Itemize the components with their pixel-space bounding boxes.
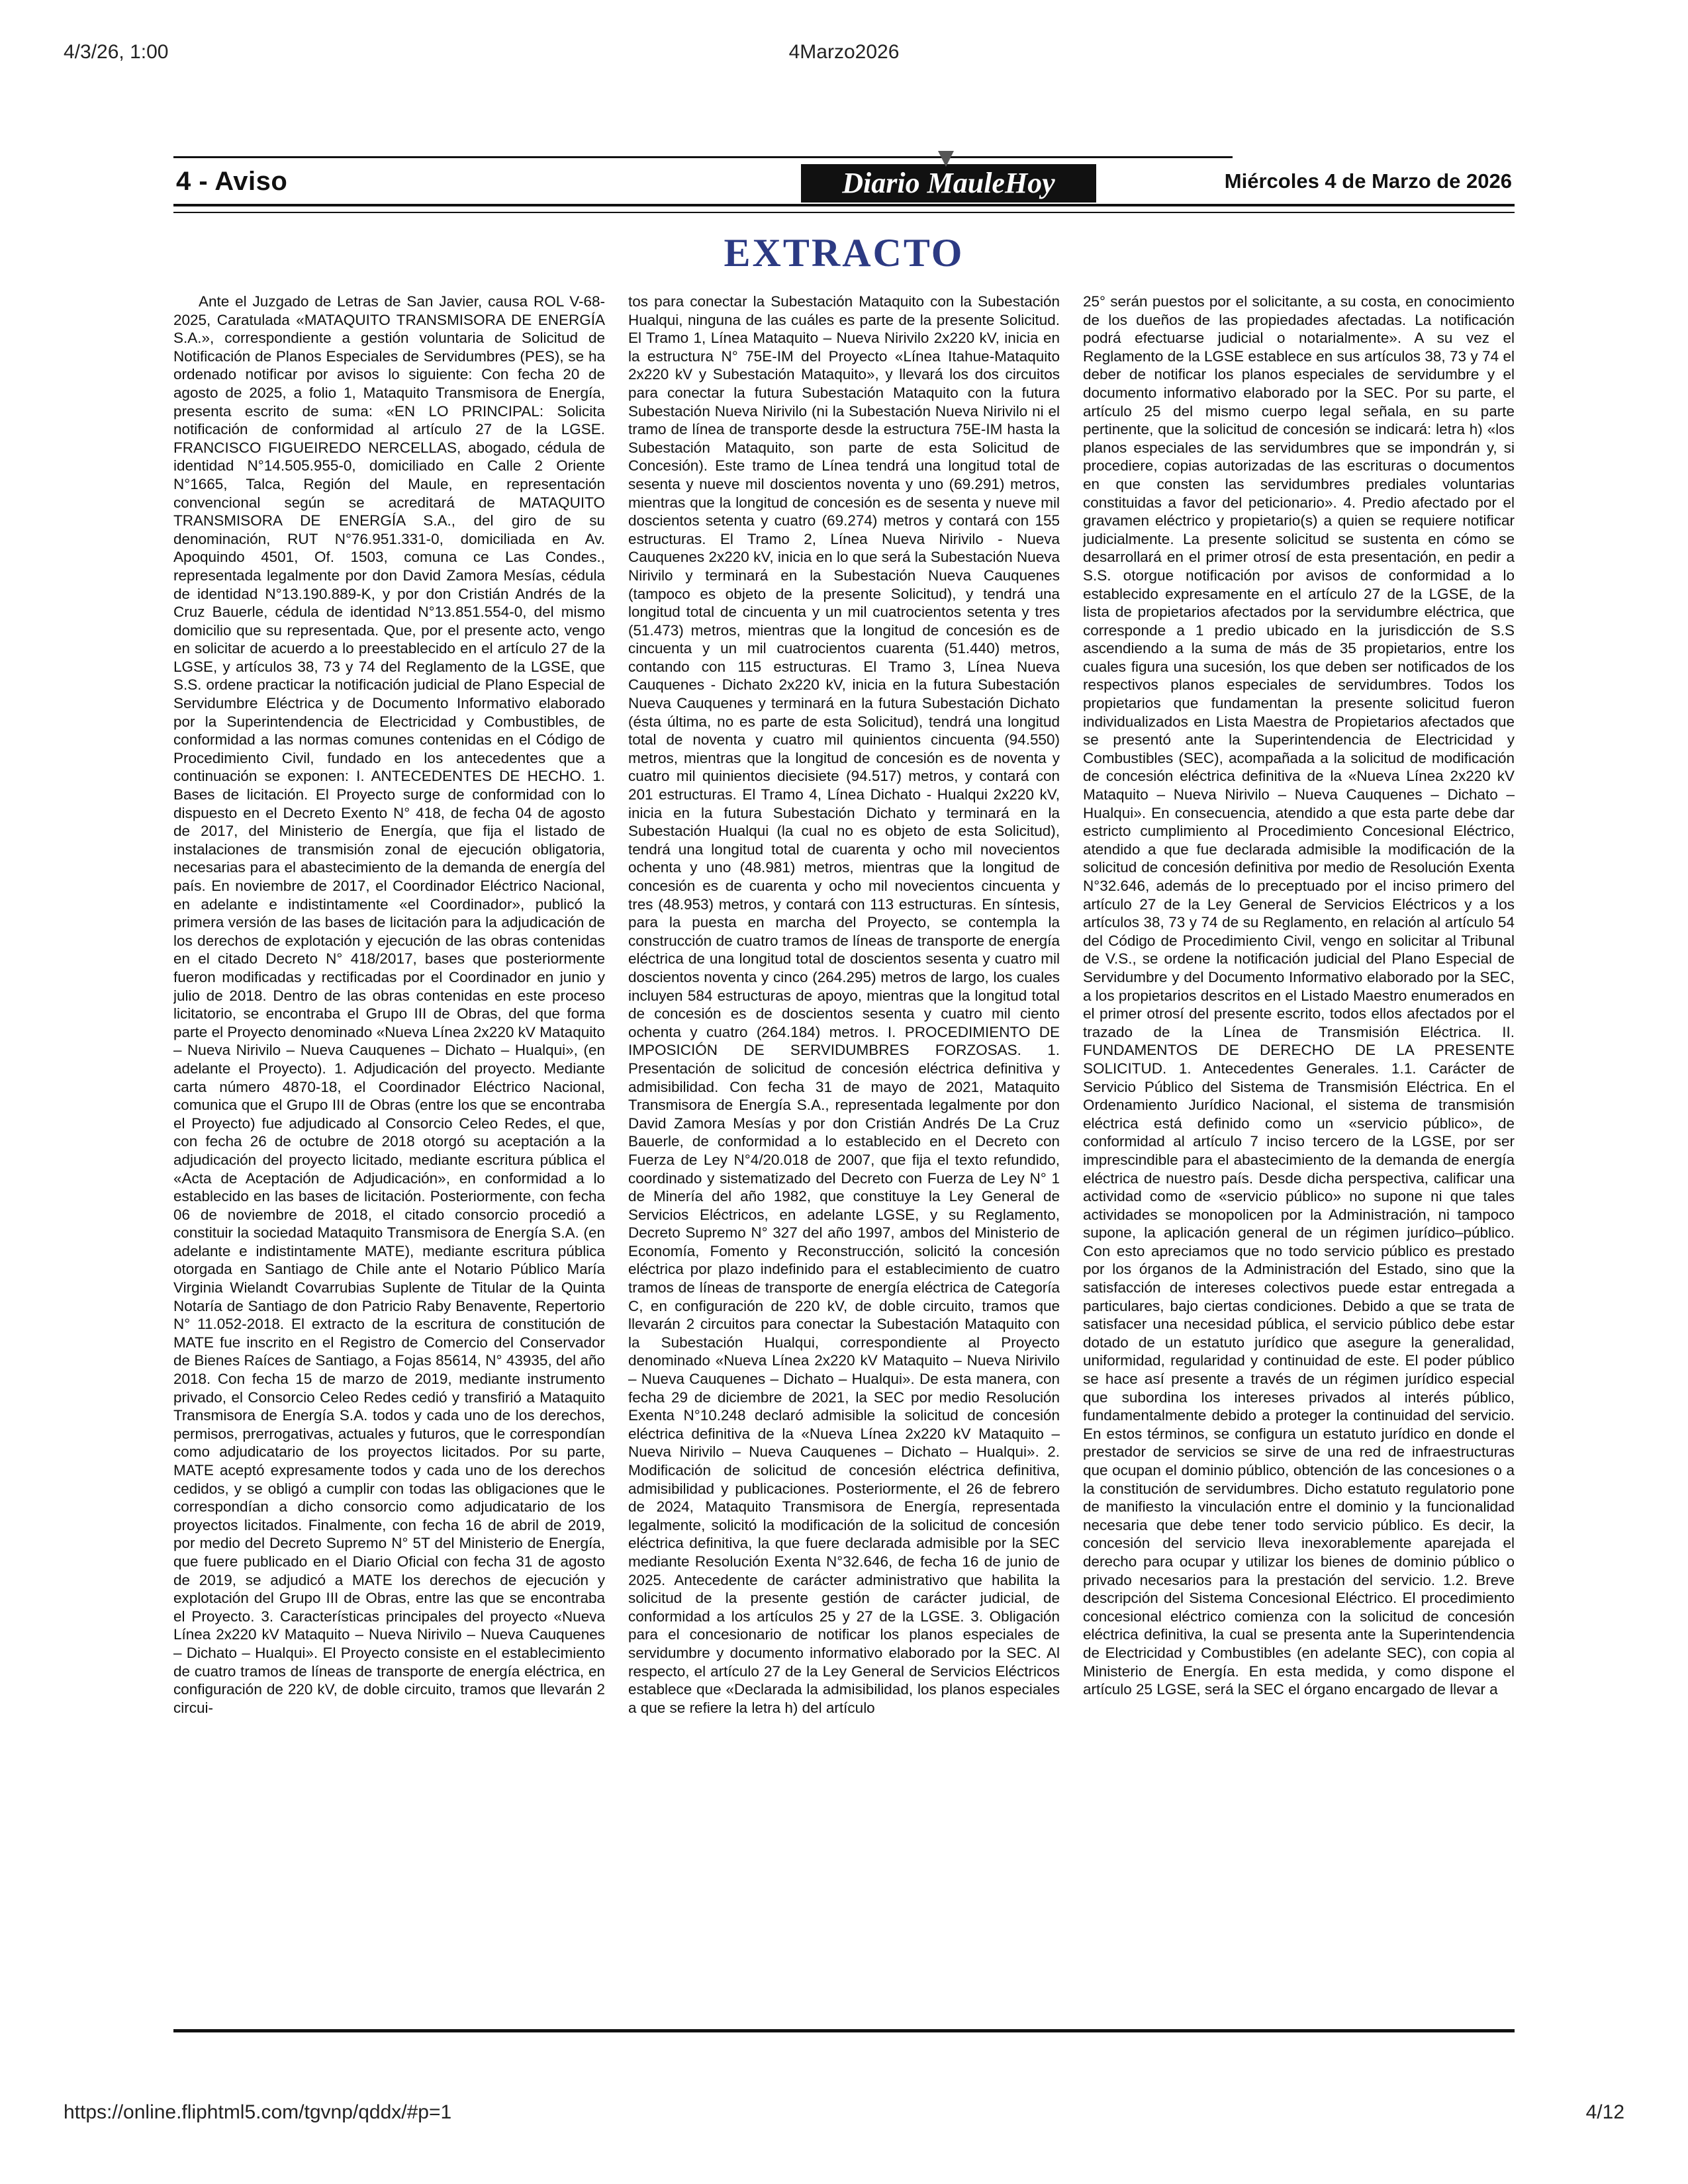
print-document-title: 4Marzo2026 bbox=[788, 41, 900, 63]
article-column-3 bbox=[1083, 293, 1515, 2025]
article-column-2 bbox=[628, 293, 1060, 2025]
browser-print-header bbox=[64, 41, 1624, 73]
column-1-text: Ante el Juzgado de Letras de San Javier, causa ROL V-68-2025, Caratulada «MATAQUITO TRANSMISORA DE ENERGÍA S.A.», correspondiente a gestión voluntaria de Solicitud de Notificación de Planos Especiales de Servidumbres (PES), se ha ordenado notificar por avisos lo siguiente: Con fecha 20 de agosto de 2025, a folio 1, Mataquito Transmisora de Energía, presenta escrito de suma: «EN LO PRINCIPAL: Solicita notificación de conformidad al artículo 27 de la LGSE. FRANCISCO FIGUEIREDO NERCELLAS, abogado, cédula de identidad N°14.505.955-0, domiciliado en Calle 2 Oriente N°1665, Talca, Región del Maule, en representación convencional según se acreditará de MATAQUITO TRANSMISORA DE ENERGÍA S.A., del giro de su denominación, RUT N°76.951.331-0, domiciliada en Av. Apoquindo 4501, Of. 1503, comuna ce Las Condes., representada legalmente por don David Zamora Mesías, cédula de identidad N°13.190.889-K, y por don Cristián Andrés de la Cruz Bauerle, cédula de identidad N°13.851.554-0, del mismo domicilio que su representada. Que, por el presente acto, vengo en solicitar de acuerdo a lo preestablecido en el artículo 27 de la LGSE, y artículos 38, 73 y 74 del Reglamento de la LGSE, que S.S. ordene practicar la notificación judicial de Plano Especial de Servidumbre Eléctrica y de Documento Informativo elaborado por la Superintendencia de Electricidad y Combustibles, de conformidad a las normas comunes contenidas en el Código de Procedimiento Civil, fundado en los antecedentes que a continuación se exponen: I. ANTECEDENTES DE HECHO. 1. Bases de licitación. El Proyecto surge de conformidad con lo dispuesto en el Decreto Exento N° 418, de fecha 04 de agosto de 2017, del Ministerio de Energía, que fija el listado de instalaciones de transmisión zonal de ejecución obligatoria, necesarias para el abastecimiento de la demanda de energía del país. En noviembre de 2017, el Coordinador Eléctrico Nacional, en adelante e indistintamente «el Coordinador», publicó la primera versión de las bases de licitación para la adjudicación de los derechos de explotación y ejecución de las obras contenidas en el citado Decreto N° 418/2017, bases que posteriormente fueron modificadas y rectificadas por el Coordinador en junio y julio de 2018. Dentro de las obras contenidas en este proceso licitatorio, se encontraba el Grupo III de Obras, del que forma parte el Proyecto denominado «Nueva Línea 2x220 kV Mataquito – Nueva Nirivilo – Nueva Cauquenes – Dichato – Hualqui», (en adelante el Proyecto). 1. Adjudicación del proyecto. Mediante carta número 4870-18, el Coordinador Eléctrico Nacional, comunica que el Grupo III de Obras (entre los que se encontraba el Proyecto) fue adjudicado al Consorcio Celeo Redes, el que, con fecha 26 de octubre de 2018 otorgó su aceptación a la adjudicación del proyecto licitado, mediante escritura pública el «Acta de Aceptación de Adjudicación», en conformidad a lo establecido en las bases de licitación. Posteriormente, con fecha 06 de noviembre de 2018, el citado consorcio procedió a constituir la sociedad Mataquito Transmisora de Energía S.A. (en adelante e indistintamente MATE), mediante escritura pública otorgada en Santiago de Chile ante el Notario Público María Virginia Wielandt Covarrubias Suplente de Titular de la Quinta Notaría de Santiago de don Patricio Raby Benavente, Repertorio N° 11.052-2018. El extracto de la escritura de constitución de MATE fue inscrito en el Registro de Comercio del Conservador de Bienes Raíces de Santiago, a Fojas 85614, N° 43935, del año 2018. Con fecha 15 de marzo de 2019, mediante instrumento privado, el Consorcio Celeo Redes cedió y transfirió a Mataquito Transmisora de Energía S.A. todos y cada uno de los derechos, permisos, prerrogativas, actuales y futuros, que le correspondían como adjudicatario de los proyectos licitados. Por su parte, MATE aceptó expresamente todos y cada uno de los derechos cedidos, y se obligó a cumplir con todas las obligaciones que le correspondían a dicho consorcio como adjudicatario de los proyectos licitados. Finalmente, con fecha 16 de abril de 2019, por medio del Decreto Supremo N° 5T del Ministerio de Energía, que fuere publicado en el Diario Oficial con fecha 31 de agosto de 2019, se adjudicó a MATE los derechos de ejecución y explotación del Grupo III de Obras, entre las que se encontraba el Proyecto. 3. Características principales del proyecto «Nueva Línea 2x220 kV Mataquito – Nueva Nirivilo – Nueva Cauquenes – Dichato – Hualqui». El Proyecto consiste en el establecimiento de cuatro tramos de líneas de transporte de energía eléctrica, en configuración de 220 kV, de doble circuito, tramos que llevarán 2 circui- bbox=[173, 293, 605, 1716]
masthead-rule bbox=[173, 204, 1515, 213]
publication-date: Miércoles 4 de Marzo de 2026 bbox=[1224, 169, 1512, 193]
page-url: https://online.fliphtml5.com/tgvnp/qddx/#p=1 bbox=[64, 2101, 452, 2123]
logo-pen-icon bbox=[938, 151, 954, 167]
page-indicator: 4/12 bbox=[1585, 2101, 1624, 2123]
masthead bbox=[173, 160, 1515, 203]
article-column-1 bbox=[173, 293, 605, 2025]
browser-print-footer bbox=[64, 2101, 1624, 2133]
section-label: 4 - Aviso bbox=[176, 167, 288, 196]
article-body bbox=[173, 293, 1515, 2025]
column-3-text: 25° serán puestos por el solicitante, a su costa, en conocimiento de los dueños de las propiedades afectadas. La notificación podrá efectuarse judicial o notarialmente». A su vez el Reglamento de la LGSE establece en sus artículos 38, 73 y 74 el deber de notificar los planos especiales de servidumbre y el documento informativo elaborado por la SEC. Por su parte, el artículo 25 del mismo cuerpo legal señala, en su parte pertinente, que la solicitud de concesión se indicará: letra h) «los planos especiales de las servidumbres que se impondrán y, si procediere, copias autorizadas de las escrituras o documentos en que consten las servidumbres prediales voluntarias constituidas a favor del peticionario». 4. Predio afectado por el gravamen eléctrico y propietario(s) a quien se requiere notificar judicialmente. La presente solicitud se sustenta en cómo se desarrollará en el primer otrosí de esta presentación, en pedir a S.S. otorgue notificación por avisos de conformidad a lo establecido expresamente en el artículo 27 de la LGSE, de la lista de propietarios afectados por la servidumbre eléctrica, que corresponde a 1 predio ubicado en la jurisdicción de S.S ascendiendo a la suma de más de 35 propietarios, entre los cuales figura una sucesión, los que deben ser notificados de los respectivos planos especiales de servidumbres. Todos los propietarios que fundamentan la presente solicitud fueron individualizados en Lista Maestra de Propietarios afectados que se presentó ante la Superintendencia de Electricidad y Combustibles (SEC), acompañada a la solicitud de modificación de concesión eléctrica definitiva de la «Nueva Línea 2x220 kV Mataquito – Nueva Nirivilo – Nueva Cauquenes – Dichato – Hualqui». En consecuencia, atendido a que esta parte debe dar estricto cumplimiento al Procedimiento Concesional Eléctrico, atendido a que fue declarada admisible la modificación de la solicitud de concesión definitiva por medio de Resolución Exenta N°32.646, además de lo preceptuado por el inciso primero del artículo 27 de la Ley General de Servicios Eléctricos y a los artículos 38, 73 y 74 de su Reglamento, en relación al artículo 54 del Código de Procedimiento Civil, vengo en solicitar al Tribunal de V.S., se ordene la notificación judicial del Plano Especial de Servidumbre y del Documento Informativo elaborado por la SEC, a los propietarios descritos en el Listado Maestro enumerados en el primer otrosí del presente escrito, todos ellos afectados por el trazado de la Línea de Transmisión Eléctrica. II. FUNDAMENTOS DE DERECHO DE LA PRESENTE SOLICITUD. 1. Antecedentes Generales. 1.1. Carácter de Servicio Público del Sistema de Transmisión Eléctrica. En el Ordenamiento Jurídico Nacional, el sistema de transmisión eléctrica está definido como un «servicio público», de conformidad al artículo 7 inciso tercero de la LGSE, por ser imprescindible para el abastecimiento de la demanda de energía eléctrica de nuestro país. Desde dicha perspectiva, calificar una actividad como de «servicio público» no supone ni que tales actividades se monopolicen por la Administración, ni tampoco supone, la aplicación general de un régimen jurídico–público. Con esto apreciamos que no todo servicio público es prestado por los órganos de la Administración del Estado, sino que la satisfacción de intereses colectivos puede estar entregada a particulares, bajo ciertas condiciones. Debido a que se trata de satisfacer una necesidad pública, el servicio público debe estar dotado de un estatuto jurídico que asegure la generalidad, uniformidad, regularidad y continuidad de este. El poder público se hace así presente a través de un régimen jurídico especial que subordina los intereses privados al interés público, fundamentalmente debido a proteger la continuidad del servicio. En estos términos, se configura un estatuto jurídico en donde el prestador de servicios se sirve de una red de infraestructuras que ocupan el dominio público, obtención de las concesiones o a la constitución de servidumbres. Dicho estatuto regulatorio pone de manifiesto la vinculación entre el dominio y la funcionalidad necesaria que debe tener todo servicio público. Es decir, la concesión del servicio lleva inexorablemente aparejada el derecho para ocupar y utilizar los bienes de dominio público o privado necesarios para la prestación del servicio. 1.2. Breve descripción del Sistema Concesional Eléctrico. El procedimiento concesional eléctrico comienza con la solicitud de concesión eléctrica definitiva, la cual se presenta ante la Superintendencia de Electricidad y Combustibles (en adelante SEC), con copia al Ministerio de Energía. En esta medida, y como dispone el artículo 25 LGSE, será la SEC el órgano encargado de llevar a bbox=[1083, 293, 1515, 1698]
column-2-text: tos para conectar la Subestación Mataquito con la Subestación Hualqui, ninguna de las cuáles es parte de la presente Solicitud. El Tramo 1, Línea Mataquito – Nueva Nirivilo 2x220 kV, inicia en la estructura N° 75E-IM del Proyecto «Línea Itahue-Mataquito 2x220 kV y Subestación Mataquito», y llevará los dos circuitos para conectar la futura Subestación Mataquito con la futura Subestación Nueva Nirivilo (ni la Subestación Nueva Nirivilo ni el tramo de línea de transporte desde la estructura 75E-IM hasta la Subestación Mataquito, son parte de esta Solicitud de Concesión). Este tramo de Línea tendrá una longitud total de sesenta y nueve mil doscientos noventa y uno (69.291) metros, mientras que la longitud de concesión es de sesenta y nueve mil doscientos setenta y cuatro (69.274) metros y contará con 155 estructuras. El Tramo 2, Línea Nueva Nirivilo - Nueva Cauquenes 2x220 kV, inicia en lo que será la Subestación Nueva Nirivilo y terminará en la Subestación Nueva Cauquenes (tampoco es objeto de la presente Solicitud), y tendrá una longitud total de cincuenta y un mil cuatrocientos setenta y tres (51.473) metros, mientras que la longitud de concesión es de cincuenta y un mil cuatrocientos cuarenta (51.440) metros, contando con 115 estructuras. El Tramo 3, Línea Nueva Cauquenes - Dichato 2x220 kV, inicia en la futura Subestación Nueva Cauquenes y terminará en la futura Subestación Dichato (ésta última, no es parte de esta Solicitud), tendrá una longitud total de noventa y cuatro mil quinientos cincuenta (94.550) metros, mientras que la longitud de concesión es de noventa y cuatro mil quinientos diecisiete (94.517) metros, y contará con 201 estructuras. El Tramo 4, Línea Dichato - Hualqui 2x220 kV, inicia en la futura Subestación Dichato y terminará en la Subestación Hualqui (la cual no es objeto de esta Solicitud), tendrá una longitud total de cuarenta y ocho mil novecientos ochenta y uno (48.981) metros, mientras que la longitud de concesión es de cuarenta y ocho mil novecientos cincuenta y tres (48.953) metros, y contará con 113 estructuras. En síntesis, para la puesta en marcha del Proyecto, se contempla la construcción de cuatro tramos de líneas de transporte de energía eléctrica de una longitud total de doscientos sesenta y cuatro mil doscientos noventa y cinco (264.295) metros de largo, los cuales incluyen 584 estructuras de apoyo, mientras que la longitud total de concesión es de doscientos sesenta y cuatro mil ciento ochenta y cuatro (264.184) metros. I. PROCEDIMIENTO DE IMPOSICIÓN DE SERVIDUMBRES FORZOSAS. 1. Presentación de solicitud de concesión eléctrica definitiva y admisibilidad. Con fecha 31 de mayo de 2021, Mataquito Transmisora de Energía S.A., representada legalmente por don David Zamora Mesías y por don Cristián Andrés De La Cruz Bauerle, de conformidad a lo establecido en el Decreto con Fuerza de Ley N°4/20.018 de 2007, que fija el texto refundido, coordinado y sistematizado del Decreto con Fuerza de Ley N° 1 de Minería del año 1982, que constituye la Ley General de Servicios Eléctricos, en adelante LGSE, y su Reglamento, Decreto Supremo N° 327 del año 1997, ambos del Ministerio de Economía, Fomento y Reconstrucción, solicitó la concesión eléctrica por plazo indefinido para el establecimiento de cuatro tramos de líneas de transporte de energía eléctrica de Categoría C, en configuración de 220 kV, de doble circuito, tramos que llevarán 2 circuitos para conectar la Subestación Mataquito con la Subestación Hualqui, correspondiente al Proyecto denominado «Nueva Línea 2x220 kV Mataquito – Nueva Nirivilo – Nueva Cauquenes – Dichato – Hualqui». De esta manera, con fecha 29 de diciembre de 2021, la SEC por medio Resolución Exenta N°10.248 declaró admisible la solicitud de concesión eléctrica definitiva de la «Nueva Línea 2x220 kV Mataquito – Nueva Nirivilo – Nueva Cauquenes – Dichato – Hualqui». 2. Modificación de solicitud de concesión eléctrica definitiva, admisibilidad y publicaciones. Posteriormente, el 26 de febrero de 2024, Mataquito Transmisora de Energía, representada legalmente, solicitó la modificación de la solicitud de concesión eléctrica definitiva, la que fuere declarada admisible por la SEC mediante Resolución Exenta N°32.646, de fecha 16 de junio de 2025. Antecedente de carácter administrativo que habilita la solicitud de la presente gestión de carácter judicial, de conformidad a los artículos 25 y 27 de la LGSE. 3. Obligación para el concesionario de notificar los planos especiales de servidumbre y documento informativo elaborado por la SEC. Al respecto, el artículo 27 de la Ley General de Servicios Eléctricos establece que «Declarada la admisibilidad, los planos especiales a que se refiere la letra h) del artículo bbox=[628, 293, 1060, 1716]
print-datetime: 4/3/26, 1:00 bbox=[64, 41, 169, 63]
bottom-rule bbox=[173, 2029, 1515, 2032]
page-title: EXTRACTO bbox=[724, 231, 964, 275]
newspaper-logo: Diario MauleHoy bbox=[801, 164, 1096, 203]
top-rule bbox=[173, 156, 1233, 158]
